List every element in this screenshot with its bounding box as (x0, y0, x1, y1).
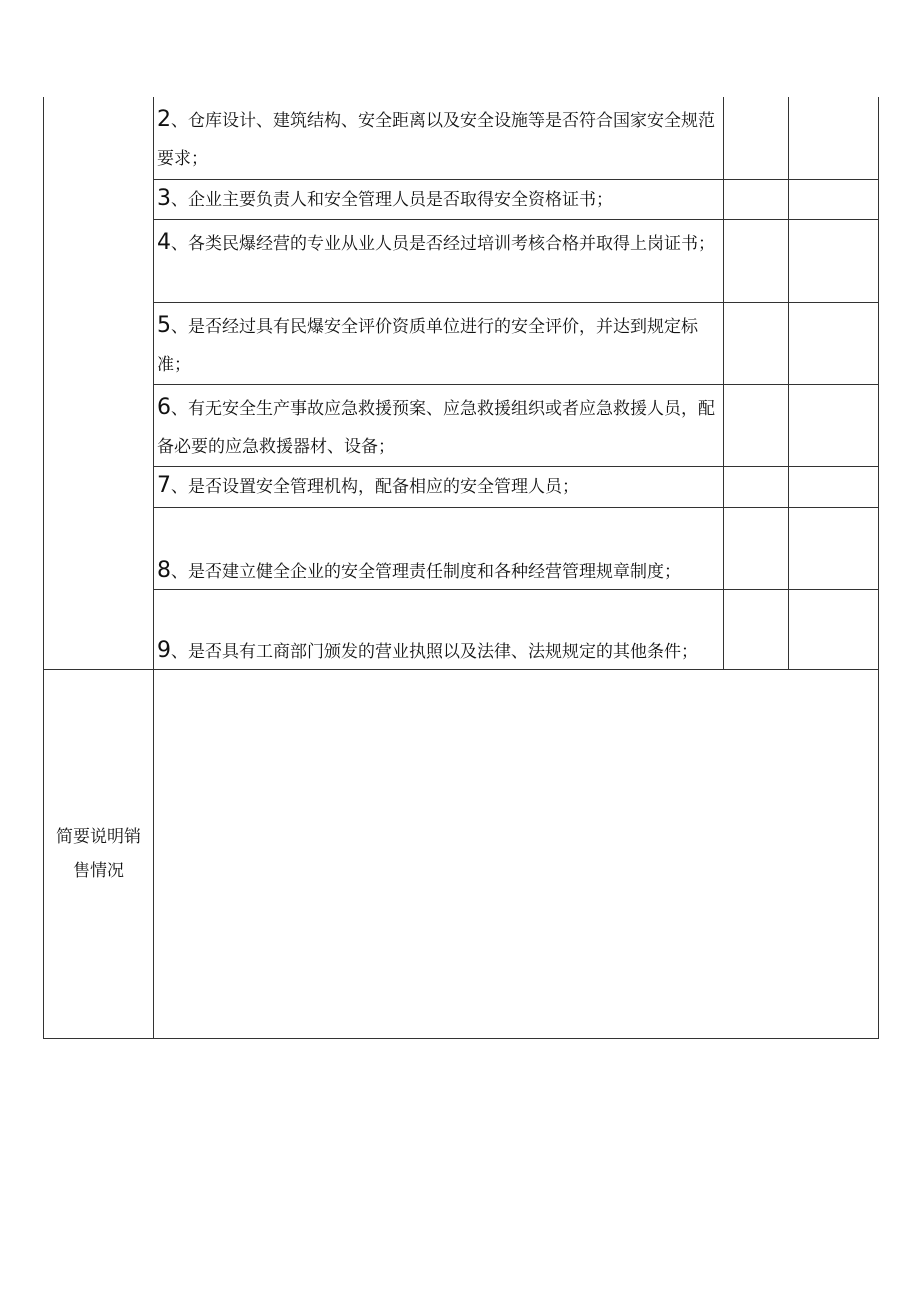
item-description: 、是否具有工商部门颁发的营业执照以及法律、法规规定的其他条件； (171, 641, 698, 662)
remark-cell[interactable] (789, 507, 879, 589)
remark-cell[interactable] (789, 97, 879, 179)
item-description: 、有无安全生产事故应急救援预案、应急救援组织或者应急救援人员，配备必要的应急救援器材、设备； (157, 398, 715, 457)
result-cell[interactable] (724, 589, 789, 669)
result-cell[interactable] (724, 179, 789, 219)
checklist-row (44, 179, 879, 219)
item-description: 、是否设置安全管理机构，配备相应的安全管理人员； (171, 476, 579, 497)
result-cell[interactable] (724, 384, 789, 466)
remark-cell[interactable] (789, 384, 879, 466)
checklist-row (44, 97, 879, 179)
checklist-item-text (154, 466, 724, 507)
result-cell[interactable] (724, 466, 789, 507)
item-number: 6 (157, 394, 171, 420)
item-description: 、是否建立健全企业的安全管理责任制度和各种经营管理规章制度； (171, 561, 681, 582)
remark-cell[interactable] (789, 219, 879, 302)
item-description: 、各类民爆经营的专业从业人员是否经过培训考核合格并取得上岗证书； (171, 233, 715, 254)
item-description: 、仓库设计、建筑结构、安全距离以及安全设施等是否符合国家安全规范要求； (157, 111, 715, 169)
checklist-item-text (154, 219, 724, 302)
inspection-form-table (43, 97, 879, 1039)
remark-cell[interactable] (789, 589, 879, 669)
result-cell[interactable] (724, 507, 789, 589)
item-number: 7 (157, 472, 171, 498)
checklist-row (44, 219, 879, 302)
remark-cell[interactable] (789, 179, 879, 219)
result-cell[interactable] (724, 302, 789, 384)
item-number: 8 (157, 557, 171, 583)
item-number: 4 (157, 229, 171, 255)
checklist-item-text (154, 302, 724, 384)
checklist-row (44, 466, 879, 507)
item-number: 5 (157, 312, 171, 338)
result-cell[interactable] (724, 219, 789, 302)
item-description: 、企业主要负责人和安全管理人员是否取得安全资格证书； (171, 189, 613, 210)
sales-summary-row (44, 669, 879, 1038)
item-number: 2 (157, 107, 171, 132)
checklist-row (44, 507, 879, 589)
checklist-row (44, 302, 879, 384)
checklist-item-text (154, 97, 724, 179)
item-number: 3 (157, 185, 171, 211)
sales-summary-label: 简要说明销售情况 (44, 669, 154, 1038)
checklist-row (44, 589, 879, 669)
checklist-item-text (154, 589, 724, 669)
checklist-item-text (154, 507, 724, 589)
result-cell[interactable] (724, 97, 789, 179)
remark-cell[interactable] (789, 302, 879, 384)
category-cell (44, 97, 154, 669)
remark-cell[interactable] (789, 466, 879, 507)
checklist-item-text (154, 179, 724, 219)
checklist-item-text (154, 384, 724, 466)
item-number: 9 (157, 637, 171, 663)
item-description: 、是否经过具有民爆安全评价资质单位进行的安全评价，并达到规定标准； (157, 316, 698, 375)
checklist-row (44, 384, 879, 466)
sales-summary-content[interactable] (154, 669, 879, 1038)
